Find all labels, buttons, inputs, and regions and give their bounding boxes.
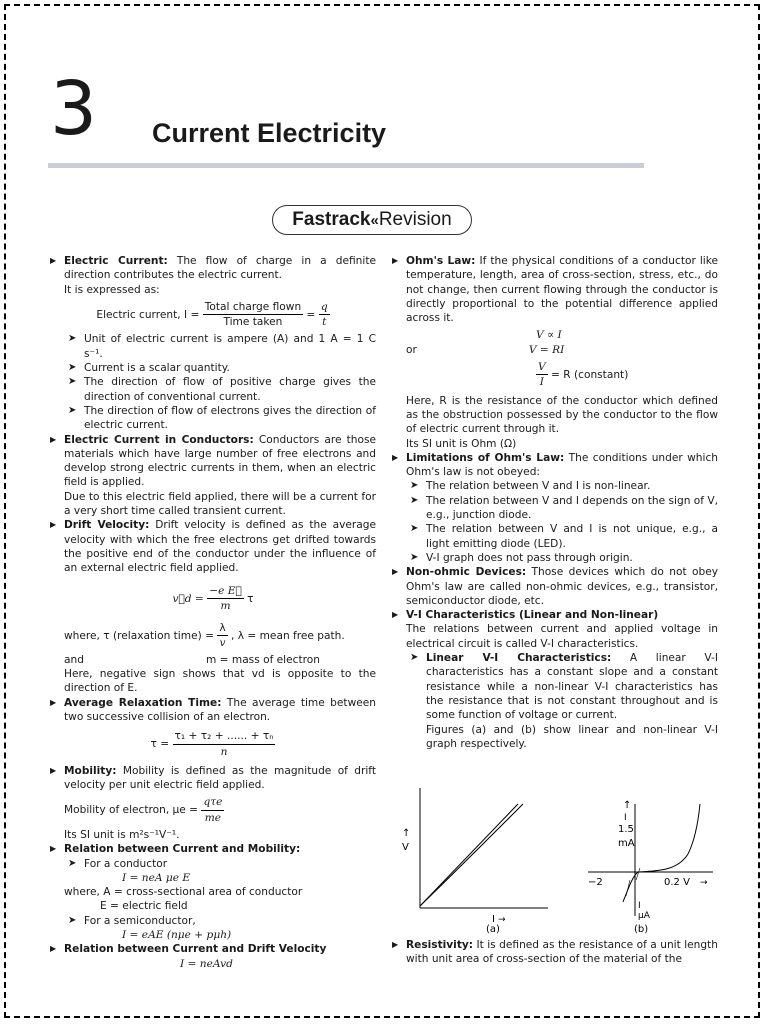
den: v — [219, 637, 226, 650]
num: τ₁ + τ₂ + ...... + τₙ — [173, 729, 276, 744]
banner-arrow: « — [370, 211, 379, 229]
sub-bullet: ➤ For a conductor — [50, 857, 376, 871]
equation — [50, 871, 376, 885]
chapter-title: Current Electricity — [152, 118, 387, 148]
tick-label-minus-2: −2 — [588, 877, 603, 888]
eq-lhs: Mobility of electron, μe = — [64, 804, 199, 817]
banner-bold: Fastrack — [292, 209, 371, 230]
caption-b: (b) — [634, 924, 649, 935]
sub-bullet: ➤ The relation between V and I depends on the sign of V, e.g., junction diode. — [392, 494, 718, 523]
text: Figures (a) and (b) show linear and non-linear V-I graph respectively. — [426, 723, 718, 750]
den: me — [204, 811, 222, 824]
heading: Electric Current in Conductors: — [64, 433, 254, 446]
mobility-equation — [50, 795, 376, 825]
electric-current — [50, 254, 376, 283]
heading: Relation between Current and Drift Velocity — [64, 943, 327, 956]
num: V — [536, 360, 548, 375]
sub-bullet: ➤ V-I graph does not pass through origin. — [392, 551, 718, 565]
arrow-up-icon: ↑ — [402, 828, 411, 839]
mobility — [50, 764, 376, 793]
heading: Non-ohmic Devices: — [406, 566, 527, 579]
heading: Resistivity: — [406, 939, 474, 951]
den: Time taken — [223, 316, 283, 329]
eq: I = neAvd — [180, 957, 233, 970]
heading: Drift Velocity: — [64, 519, 150, 532]
text: Due to this electric field applied, there will be a current for a very short time called transient current. — [64, 490, 376, 518]
unit-ua: μA — [638, 911, 650, 921]
text: The average time between two successive collision of an electron. — [64, 696, 376, 723]
eq: V ∝ I — [536, 329, 562, 342]
current-in-conductors — [50, 433, 376, 490]
text: , λ = mean free path. — [231, 629, 345, 642]
eq: I = eAE (nμe + pμh) — [122, 929, 232, 942]
text: Its SI unit is m²s⁻¹V⁻¹. — [64, 828, 180, 841]
text: E = electric field — [100, 900, 188, 913]
ohms-law — [392, 254, 718, 325]
fraction — [203, 300, 303, 330]
ohms-law-limitations — [392, 451, 718, 480]
arrow-up-icon: ↑ — [623, 800, 632, 811]
text: If the physical conditions of a conductor like temperature, length, area of cross-section, stress, etc., do not change, then current flowing through the conductor is directly proportional to the potential difference applied across it. — [406, 255, 719, 325]
text: where, A = cross-sectional area of conductor — [64, 886, 303, 899]
text: The conditions under which Ohm's law is not obeyed: — [406, 451, 718, 479]
current-mobility-relation — [50, 842, 376, 856]
sub-bullet: ➤ Current is a scalar quantity. — [50, 361, 376, 375]
text: = R (constant) — [551, 368, 629, 381]
vi-characteristics — [392, 608, 718, 622]
eq-sign: = — [306, 308, 316, 321]
left-column — [50, 254, 376, 971]
num: q — [319, 300, 330, 315]
text: where, τ (relaxation time) = — [64, 629, 214, 642]
heading: Mobility: — [64, 764, 117, 777]
eq-lhs: v⃗d = — [172, 592, 204, 605]
linear-vi — [392, 651, 718, 722]
fraction — [217, 621, 227, 651]
banner-rest: Revision — [378, 209, 452, 230]
equation — [392, 328, 718, 342]
num: Total charge flown — [203, 300, 303, 315]
right-column — [392, 254, 718, 751]
num: qτe — [201, 795, 224, 810]
or-line — [392, 343, 718, 357]
drift-equation — [50, 584, 376, 614]
text: It is expressed as: — [64, 283, 160, 296]
fraction — [536, 360, 548, 390]
equation — [50, 957, 376, 971]
text: The relations between current and applied voltage in electrical circuit is called V-I characteristics. — [406, 623, 718, 650]
arrow-right-icon: → — [498, 915, 506, 925]
axis-label-v: V — [402, 842, 409, 853]
text: Here, negative sign shows that vd is opposite to the direction of E. — [64, 668, 376, 695]
relaxation-time — [50, 696, 376, 725]
eq-lhs: Electric current, I = — [96, 308, 200, 321]
heading: Ohm's Law: — [406, 255, 476, 267]
den: t — [322, 316, 327, 329]
eq-lhs: τ = — [150, 738, 170, 750]
fraction — [173, 729, 276, 759]
heading: Electric Current: — [64, 255, 168, 267]
axis-label-i: I — [492, 914, 495, 925]
sub-bullet: ➤ The direction of flow of positive charge gives the direction of conventional current. — [50, 375, 376, 404]
caption-a: (a) — [486, 924, 500, 935]
axis-label-i: I — [624, 813, 627, 823]
text: Those devices which do not obey Ohm's law are called non-ohmic devices, e.g., transistor, semiconductor diode, etc. — [406, 566, 718, 607]
resistivity — [392, 938, 718, 967]
den: n — [220, 745, 228, 758]
and-line — [50, 653, 376, 667]
chapter-number: 3 — [50, 66, 98, 152]
text: m = mass of electron — [205, 653, 320, 666]
eq: V = RI — [528, 343, 565, 356]
text: Conductors are those materials which have large number of free electrons and develop strong electric currents in them, when an electric field is applied. — [64, 433, 376, 489]
right-column-bottom — [392, 938, 718, 967]
current-equation — [50, 300, 376, 330]
tau: τ — [247, 592, 254, 605]
text: or — [406, 343, 417, 356]
non-ohmic-devices — [392, 565, 718, 608]
heading: Relation between Current and Mobility: — [64, 843, 301, 856]
sub-bullet: ➤ The relation between V and I is non-linear. — [392, 479, 718, 493]
text: It is defined as the resistance of a unit length with unit area of cross-section of the material of the — [406, 939, 718, 966]
num: λ — [217, 621, 227, 636]
relaxation-equation — [50, 729, 376, 759]
graph-b — [588, 800, 713, 935]
current-drift-relation — [50, 942, 376, 956]
relaxation-where — [50, 621, 376, 651]
fraction — [201, 795, 224, 825]
heading: Limitations of Ohm's Law: — [406, 451, 565, 464]
text: Drift velocity is defined as the average velocity with which the free electrons get drifted towards the positive end of the conductor under the influence of an external electric field applied. — [64, 519, 377, 575]
fastrack-revision-banner — [272, 205, 472, 235]
fraction — [207, 584, 244, 614]
title-rule — [48, 163, 644, 168]
arrow-right-icon: → — [700, 878, 708, 888]
drift-velocity — [50, 518, 376, 575]
sub-bullet: ➤ The direction of flow of electrons gives the direction of electric current. — [50, 404, 376, 433]
heading: Linear V-I Characteristics: — [426, 652, 612, 665]
heading: V-I Characteristics (Linear and Non-linear) — [406, 609, 659, 622]
num: −e E⃗ — [207, 584, 244, 599]
vi-graph-figure — [398, 784, 718, 938]
fraction — [319, 300, 330, 330]
tick-label-0-2v: 0.2 V — [664, 877, 690, 888]
text: The flow of charge in a definite direction contributes the electric current. — [64, 255, 377, 282]
text: A linear V-I characteristics has a constant slope and a constant resistance while a non-linear V-I characteristics has the resistance that is not constant throughout and is some function of voltage or current. — [426, 652, 719, 722]
sub-bullet: ➤ Unit of electric current is ampere (A) and 1 A = 1 C s⁻¹. — [50, 332, 376, 361]
den: m — [220, 599, 231, 612]
text: Here, R is the resistance of the conductor which defined as the obstruction possessed by the conductor to the flow of electric current through it. — [406, 394, 718, 436]
equation — [392, 360, 718, 390]
sub-bullet: ➤ For a semiconductor, — [50, 914, 376, 928]
axis-label-i-neg: I — [638, 901, 641, 911]
eq: I = neA μe E — [122, 871, 191, 884]
heading: Average Relaxation Time: — [64, 696, 222, 709]
graph-a — [402, 788, 548, 935]
text: Its SI unit is Ohm (Ω) — [406, 437, 517, 450]
text: Mobility is defined as the magnitude of drift velocity per unit electric field applied. — [64, 764, 376, 792]
text: and — [64, 653, 84, 666]
tick-label-1-5: 1.5 — [618, 824, 634, 835]
equation — [50, 928, 376, 942]
unit-ma: mA — [618, 838, 635, 849]
sub-bullet: ➤ The relation between V and I is not unique, e.g., a light emitting diode (LED). — [392, 522, 718, 551]
den: I — [539, 376, 544, 389]
